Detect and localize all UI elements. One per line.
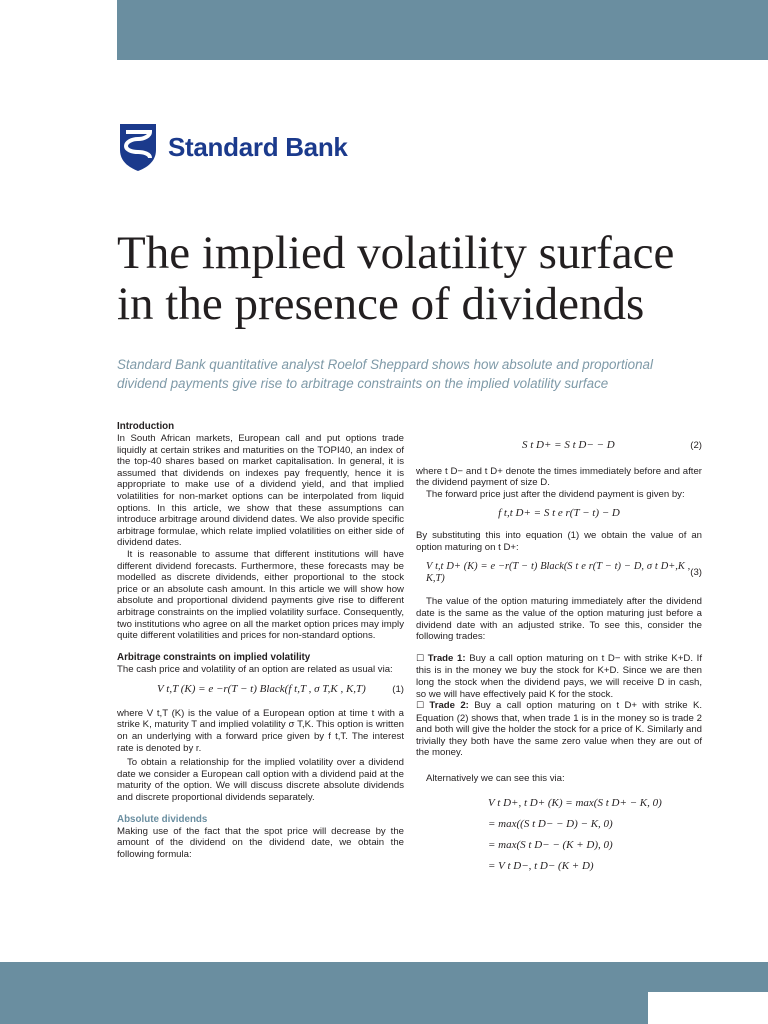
intro-paragraph-1: In South African markets, European call and put options trade liquidly at certain strikes and maturities on the TOPI40, an index of the top-40 shares based on market capitalisation. In general, it is assumed that dividends on indexes pay frequently, hence it is appropriate to make use of a dividend yield, and that implied volatilities for non-market options can be interpolated from liquid options. In this article, we show that these assumptions can introduce arbitrage around dividend dates. We also provide specific arbitrage formulae, which relate implied volatilities on either side of dividend dates. (117, 433, 404, 549)
arbitrage-paragraph-2: where V t,T (K) is the value of a European option at time t with a strike K, maturity T and implied volatility σ T,K. This option is written on an underlying with a forward price given by f t,T. The interest rate is denoted by r. (117, 707, 404, 754)
forward-price-equation-body: f t,t D+ = S t e r(T − t) − D (498, 507, 620, 520)
forward-price-equation (416, 508, 702, 520)
checkbox-square-icon: ☐ (416, 701, 425, 712)
brand-name: Standard Bank (168, 131, 348, 162)
left-column (117, 421, 404, 860)
max-equation-line: = max((S t D− − D) − K, 0) (488, 817, 613, 830)
max-equation-line: = V t D−, t D− (K + D) (488, 859, 594, 872)
trade-2 (416, 700, 702, 759)
title-line-2: in the presence of dividends (117, 278, 645, 330)
equation-1-number: (1) (392, 684, 404, 696)
arbitrage-paragraph-3: To obtain a relationship for the implied volatility over a dividend date we consider a European call option with a dividend paid at the maturity of the option. We will discuss discrete absolute dividends and discrete proportional dividends separately. (117, 757, 404, 804)
max-equation-line: = max(S t D− − (K + D), 0) (488, 838, 613, 851)
trade-1 (416, 653, 702, 700)
arbitrage-paragraph-1: The cash price and volatility of an option are related as usual via: (117, 663, 393, 675)
equation-2-body: S t D+ = S t D− − D (522, 439, 615, 451)
title-line-1: The implied volatility surface (117, 227, 675, 279)
trade-2-label: Trade 2: (429, 700, 469, 712)
max-equation-block (416, 793, 702, 877)
arbitrage-heading: Arbitrage constraints on implied volatility (117, 651, 311, 663)
intro-paragraph-2: It is reasonable to assume that different institutions will have different dividend forecasts. Furthermore, these forecasts may be modelled as discrete dividends, either proportional to the stock price or an absolute cash amount. In this article we will show how absolute and proportional dividend payments give rise to different arbitrage constraints on the implied volatility surface. Consequently, two institutions who agree on all the market option prices may imply quite different volatilities and prices for non-standard options. (117, 548, 404, 642)
intro-heading: Introduction (117, 421, 175, 432)
equation-1-body: V t,T (K) = e −r(T − t) Black(f t,T , σ T,K , K,T) (157, 683, 366, 696)
top-color-band (117, 0, 768, 60)
article-title (117, 228, 737, 330)
trade-2-text: Buy a call option maturing on t D+ with strike K. Equation (2) shows that, when trade 1 is in the money so is trade 2 and both will give the holder the stock for a price of K. Similarly and trivially they both have the same zero value when they are out of the money. (416, 700, 703, 759)
absolute-dividends-heading: Absolute dividends (117, 813, 208, 825)
equation-2 (416, 440, 702, 452)
right-paragraph-4: The value of the option maturing immediately after the dividend date is the same as the value of the option maturing just before a dividend date with an adjusted strike. To see this, consider the following trades: (416, 596, 702, 643)
shield-logo-icon (118, 122, 158, 172)
equation-3-number: (3) (690, 566, 702, 578)
right-paragraph-1: where t D− and t D+ denote the times immediately before and after the dividend payment of size D. (416, 465, 702, 489)
right-paragraph-5: Alternatively we can see this via: (426, 773, 565, 785)
equation-3 (416, 561, 702, 584)
standfirst: Standard Bank quantitative analyst Roelof Sheppard shows how absolute and proportional dividend payments give rise to arbitrage constraints on the implied volatility surface (117, 357, 653, 391)
absolute-dividends-paragraph: Making use of the fact that the spot price will decrease by the amount of the dividend on the dividend date, we obtain the following formula: (117, 825, 404, 860)
right-paragraph-3: By substituting this into equation (1) we obtain the value of an option maturing on t D+: (416, 529, 702, 553)
bottom-color-band (0, 962, 768, 992)
trade-1-label: Trade 1: (427, 652, 466, 664)
equation-2-number: (2) (690, 440, 702, 451)
checkbox-square-icon: ☐ (416, 653, 425, 664)
standard-bank-logo (118, 121, 348, 173)
equation-1 (117, 684, 404, 696)
right-column (416, 440, 702, 877)
equation-3-body: V t,t D+ (K) = e −r(T − t) Black(S t e r(T − t) − D, σ t D+,K , K,T) (426, 561, 691, 584)
right-paragraph-2: The forward price just after the dividend payment is given by: (426, 488, 685, 500)
trade-1-text: Buy a call option maturing on t D− with strike K+D. If this is in the money we buy the stock for K+D. Since we are then long the stock when the dividend pays, we will receive D in cash, so we will have effectively paid K for the stock. (416, 652, 703, 700)
bottom-color-band-lower (0, 992, 648, 1024)
max-equation-line: V t D+, t D+ (K) = max(S t D+ − K, 0) (488, 796, 662, 809)
